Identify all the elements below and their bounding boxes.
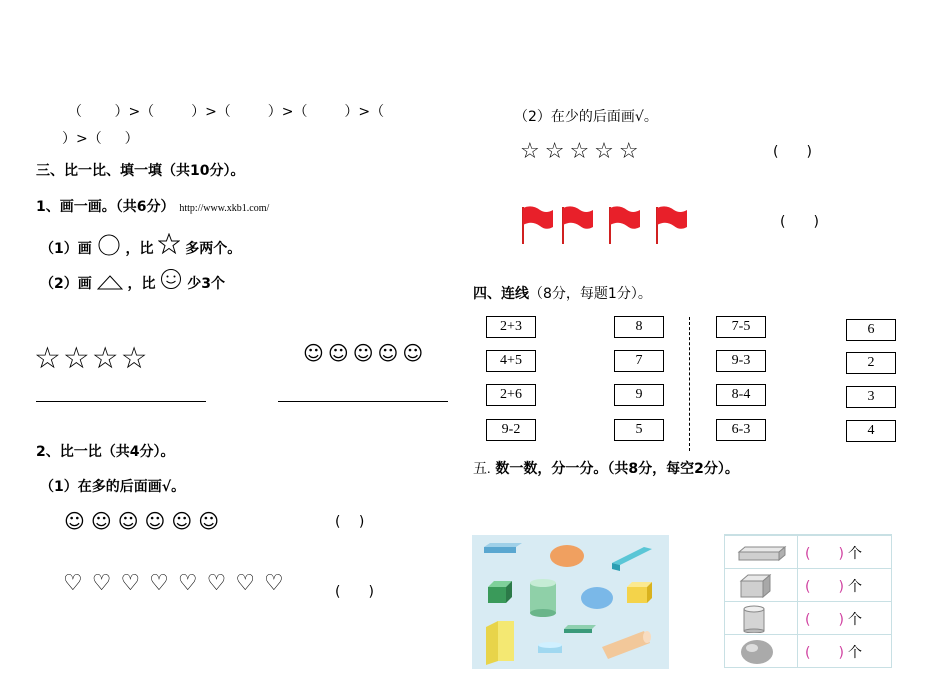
shapes-picture: [472, 535, 669, 669]
answer-paren-stars: ( ): [773, 144, 812, 160]
match-box[interactable]: 4+5: [486, 350, 536, 372]
answer-line-1: [36, 401, 206, 402]
flag-icon: [560, 205, 594, 245]
count-unit: 个: [847, 612, 862, 628]
cylinder-icon: [741, 605, 769, 633]
match-box[interactable]: 2+6: [486, 384, 536, 406]
question-1-sub-1: [40, 233, 241, 258]
match-box[interactable]: 2+3: [486, 316, 536, 338]
flag-icon: [520, 205, 554, 245]
star-icon: [158, 233, 180, 255]
divider-dashed: [689, 317, 690, 451]
count-answer[interactable]: [805, 642, 862, 662]
smileys-row-left: ☺☺☺☺☺: [303, 341, 428, 365]
section-3-title: 三、比一比、填一填（共10分）。: [36, 163, 245, 179]
sub2-text-c: 少3个: [187, 276, 225, 292]
sphere-icon: [737, 639, 777, 665]
count-paren[interactable]: ( ): [805, 579, 844, 595]
cuboid-icon: [737, 544, 787, 562]
question-1-sub-2: [40, 268, 225, 293]
circle-icon: [97, 234, 121, 256]
match-box[interactable]: 4: [846, 420, 896, 442]
section-4-score: （8分，每题1分）。: [529, 286, 652, 302]
solid-shapes-illustration: [472, 535, 669, 669]
stars-row-left: ☆☆☆☆: [34, 341, 150, 376]
match-box[interactable]: 2: [846, 352, 896, 374]
count-unit: 个: [847, 546, 862, 562]
match-box[interactable]: 6-3: [716, 419, 766, 441]
count-paren[interactable]: ( ): [805, 612, 844, 628]
flag-icon: [654, 205, 688, 245]
count-answer[interactable]: [805, 543, 862, 563]
count-paren[interactable]: ( ): [805, 645, 844, 661]
match-box[interactable]: 5: [614, 419, 664, 441]
table-row: [725, 634, 891, 667]
order-line-1: （ ）>（ ）>（ ）>（ ）>（: [68, 104, 385, 120]
question-2-title: 2、比一比（共4分）。: [36, 444, 175, 460]
sub2-text-b: ，比: [127, 276, 156, 292]
section-4-title: [473, 285, 652, 303]
count-answer[interactable]: [805, 609, 862, 629]
smileys-row-compare: ☺☺☺☺☺☺: [64, 509, 226, 533]
match-box[interactable]: 7: [614, 350, 664, 372]
answer-line-2: [278, 401, 448, 402]
stars-row-right: ☆☆☆☆☆: [520, 139, 644, 164]
match-box[interactable]: 8: [614, 316, 664, 338]
match-box[interactable]: 8-4: [716, 384, 766, 406]
section-5-label: 数一数，分一分。（共8分，每空2分）。: [495, 461, 739, 477]
triangle-icon: [97, 274, 123, 290]
count-unit: 个: [847, 579, 862, 595]
hearts-row: ♡♡♡♡♡♡♡♡: [63, 571, 293, 596]
question-2-sub-1: （1）在多的后面画√。: [40, 479, 186, 495]
sub1-text-c: 多两个。: [185, 241, 242, 257]
count-answer[interactable]: [805, 576, 862, 596]
table-row: [725, 568, 891, 601]
flag-icon: [607, 205, 641, 245]
match-box[interactable]: 3: [846, 386, 896, 408]
section-4-label: 四、连线: [473, 286, 529, 302]
order-line-2: ）>（ ）: [62, 131, 139, 147]
count-unit: 个: [847, 645, 862, 661]
question-1-label: 1、画一画。（共6分）: [36, 199, 175, 215]
smiley-icon: [160, 268, 182, 290]
sub1-text-b: ，比: [125, 241, 154, 257]
match-box[interactable]: 9-3: [716, 350, 766, 372]
match-box[interactable]: 9: [614, 384, 664, 406]
answer-paren-hearts: ( ): [335, 584, 374, 600]
question-1-title: [36, 198, 269, 218]
match-box[interactable]: 7-5: [716, 316, 766, 338]
answer-paren-smileys: ( ): [335, 514, 365, 530]
count-table: [724, 534, 892, 668]
table-row: [725, 535, 891, 568]
source-url: http://www.xkb1.com/: [179, 203, 270, 214]
table-row: [725, 601, 891, 634]
section-5-title: [473, 460, 739, 479]
match-box[interactable]: 6: [846, 319, 896, 341]
answer-paren-flags: ( ): [780, 214, 819, 230]
sub1-text-a: （1）画: [40, 241, 92, 257]
question-2-sub-2: （2）在少的后面画√。: [514, 109, 658, 125]
cube-icon: [739, 574, 779, 598]
sub2-text-a: （2）画: [40, 276, 92, 292]
section-5-number: 五.: [473, 462, 491, 477]
count-paren[interactable]: ( ): [805, 546, 844, 562]
match-box[interactable]: 9-2: [486, 419, 536, 441]
